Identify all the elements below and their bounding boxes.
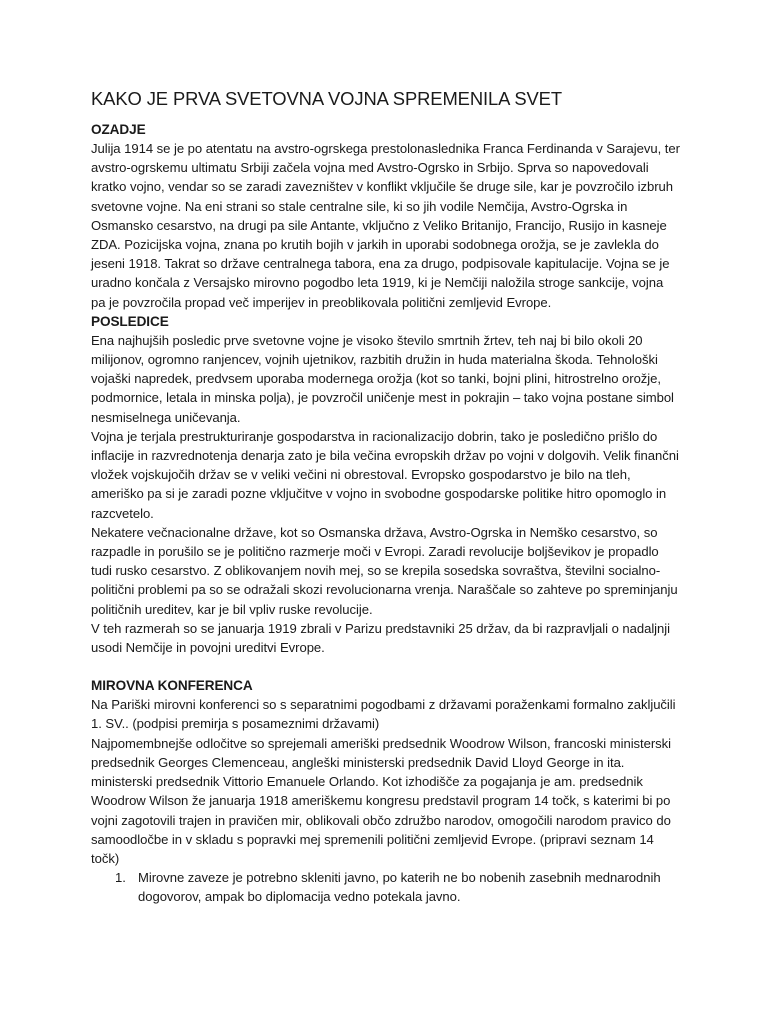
paragraph: Nekatere večnacionalne države, kot so Osmanska država, Avstro-Ogrska in Nemško cesarstvo, so razpadle in porušilo se je politično razmerje moči v Evropi. Zaradi revolucije boljševikov je propadlo tudi rusko cesarstvo. Z oblikovanjem novih mej, so se krepila sosedska sovraštva, številni socialno-politični problemi pa so se odražali skozi revolucionarna vrenja. Naraščale so zahteve po spreminjanju političnih ureditev, kar je bil vpliv ruske revolucije. (91, 524, 678, 617)
paragraph: Vojna je terjala prestrukturiranje gospodarstva in racionalizacijo dobrin, tako je posledično prišlo do inflacije in razvrednotenja denarja zato je bila večina evropskih držav po vojni v dolgovih. Velik finančni vložek vojskujočih držav se v veliki večini ni obrestoval. Evropsko gospodarstvo je bilo na tleh, ameriško pa si je zaradi pozne vključitve v vojno in svobodne gospodarske politike hitro opomoglo in razcvetelo. (91, 428, 679, 521)
paragraph: Najpomembnejše odločitve so sprejemali ameriški predsednik Woodrow Wilson, francoski ministerski predsednik Georges Clemenceau, angleški ministerski predsednik David Lloyd George in ita. ministerski predsednik Vittorio Emanuele Orlando. Kot izhodišče za pogajanja je am. predsednik Woodrow Wilson že januarja 1918 ameriškemu kongresu predstavil program 14 točk, s katerimi bi po vojni zagotovili trajen in pravičen mir, oblikovali občo združbo narodov, omogočili narodom pravico do samoodločbe in v skladu s popravki mej spremenili politični zemljevid Evrope. (pripravi seznam 14 točk) (91, 735, 672, 866)
section-mirovna-konferenca (91, 676, 681, 906)
section-heading-ozadje: OZADJE (91, 122, 146, 137)
document-title: KAKO JE PRVA SVETOVNA VOJNA SPREMENILA SVET (91, 88, 562, 109)
blank-line (91, 657, 681, 676)
list-item (91, 868, 681, 906)
paragraph: Julija 1914 se je po atentatu na avstro-ogrskega prestolonaslednika Franca Ferdinanda v Sarajevu, ter avstro-ogrskemu ultimatu Srbiji začela vojna med Avstro-Ogrsko in Srbijo. Sprva so napovedovali kratko vojno, vendar so se zaradi zavezništev v konflikt vključile še druge sile, kar je povzročilo izbruh svetovne vojne. Na eni strani so stale centralne sile, ki so jih vodile Nemčija, Avstro-Ogrska in Osmansko cesarstvo, na drugi pa sile Antante, vključno z Veliko Britanijo, Francijo, Rusijo in kasneje ZDA. Pozicijska vojna, znana po krutih bojih v jarkih in uporabi sodobnega orožja, se je zavlekla do jeseni 1918. Takrat so države centralnega tabora, ena za drugo, podpisovale kapitulacije. Vojna se je uradno končala z Versajsko mirovno pogodbo leta 1919, ki je Nemčiji naložila stroge sankcije, vojna pa je povzročila propad več imperijev in preoblikovala politični zemljevid Evrope. (91, 141, 680, 310)
paragraph: Na Pariški mirovni konferenci so s separatnimi pogodbami z državami poraženkami formalno zaključili 1. SV.. (podpisi premirja s posameznimi državami) (91, 697, 676, 732)
numbered-list (91, 868, 681, 906)
section-heading-mirovna-konferenca: MIROVNA KONFERENCA (91, 678, 253, 694)
paragraph: Ena najhujših posledic prve svetovne vojne je visoko število smrtnih žrtev, teh naj bi bilo okoli 20 milijonov, ogromno ranjencev, vojnih ujetnikov, razbitih družin in huda materialna škoda. Tehnološki vojaški napredek, predvsem uporaba modernega orožja (kot so tanki, bojni plini, hitrostrelno orožje, podmornice, letala in minska polja), je povzročil uničenje mest in pokrajin – tako vojna postane simbol nesmiselnega uničevanja. (91, 332, 674, 425)
paragraph: V teh razmerah so se januarja 1919 zbrali v Parizu predstavniki 25 držav, da bi razpravljali o nadaljnji usodi Nemčije in povojni ureditvi Evrope. (91, 620, 670, 656)
list-item-number: 1. (115, 870, 126, 886)
section-heading-posledice: POSLEDICE (91, 313, 169, 329)
section-ozadje (91, 120, 681, 312)
list-item-text: Mirovne zaveze je potrebno skleniti javno, po katerih ne bo nobenih zasebnih mednarodnih dogovorov, ampak bo diplomacija vedno potekala javno. (138, 870, 661, 905)
document-page (91, 87, 681, 907)
section-posledice (91, 312, 681, 657)
